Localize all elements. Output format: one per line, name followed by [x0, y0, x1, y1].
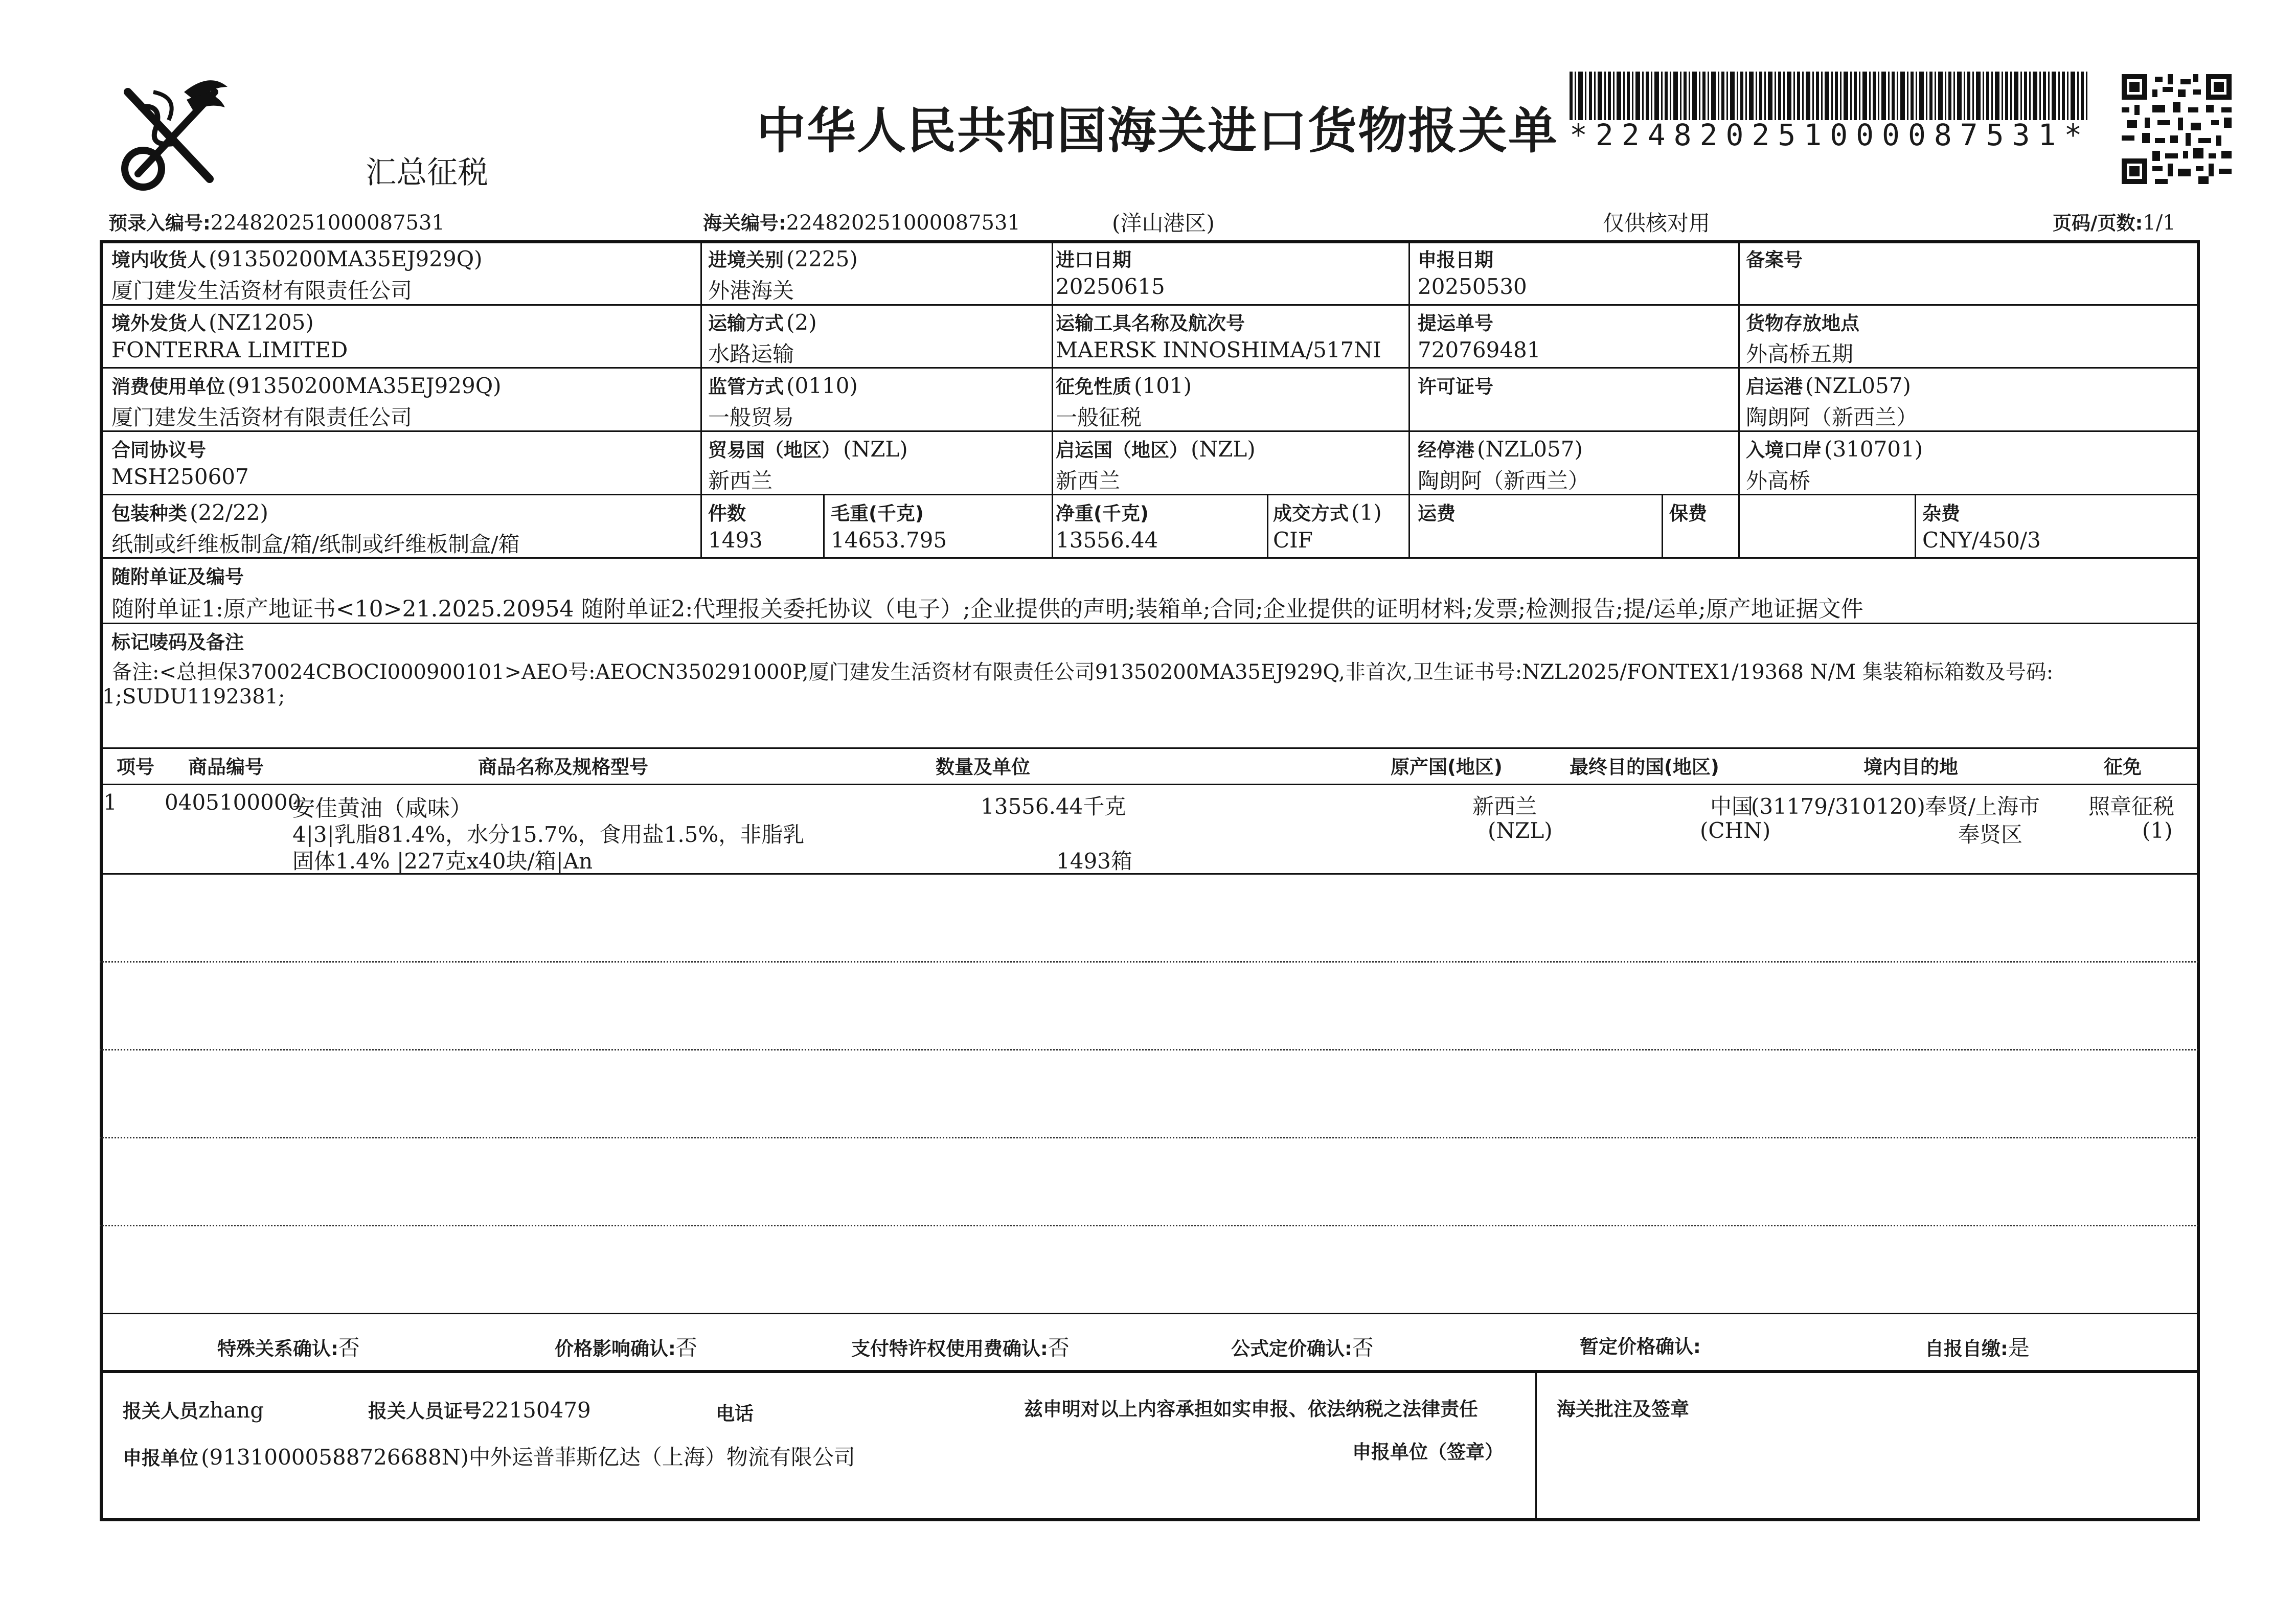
net: 13556.44 — [1056, 528, 1158, 553]
goods-header-origin: 原产国(地区) — [1391, 756, 1503, 778]
remarks-line2: 1;SUDU1192381; — [102, 685, 285, 709]
vessel: MAERSK INNOSHIMA/517NI — [1056, 337, 1381, 362]
price-label: 价格影响确认: — [555, 1338, 676, 1360]
phone-label: 电话 — [716, 1403, 754, 1425]
origin-country: 新西兰 — [1056, 468, 1121, 493]
goods-header-final-dest: 最终目的国(地区) — [1570, 756, 1719, 778]
package-code: (22/22) — [190, 500, 268, 525]
special-value: 否 — [338, 1335, 360, 1360]
barcode-icon — [1570, 72, 2091, 120]
departure-port-label: 启运港 — [1746, 376, 1803, 398]
goods-qty-1: 13556.44千克 — [981, 794, 1126, 819]
departure-port: 陶朗阿（新西兰） — [1746, 405, 1918, 430]
goods-spec-1: 4|3|乳脂81.4%，水分15.7%，食用盐1.5%，非脂乳 — [292, 822, 805, 847]
bl-no: 720769481 — [1418, 337, 1541, 362]
goods-header-code: 商品编号 — [188, 756, 264, 778]
goods-header-name-spec: 商品名称及规格型号 — [478, 756, 648, 778]
transit-port-label: 经停港 — [1418, 439, 1474, 461]
goods-levy-2: (1) — [2142, 818, 2173, 843]
goods-domestic-dest-1: (31179/310120)奉贤/上海市 — [1751, 794, 2040, 819]
gross-label: 毛重(千克) — [831, 502, 924, 524]
package-label: 包装种类 — [111, 502, 187, 524]
shipper-name: FONTERRA LIMITED — [111, 337, 348, 362]
contract-label: 合同协议号 — [111, 439, 206, 461]
declare-date: 20250530 — [1418, 274, 1527, 299]
unit-label: 申报单位 — [123, 1447, 198, 1469]
provisional-label: 暂定价格确认: — [1580, 1336, 1701, 1358]
terms-label: 成交方式 — [1273, 502, 1349, 524]
goods-qty-2: 1493箱 — [1056, 849, 1132, 874]
supervision: 一般贸易 — [708, 405, 794, 430]
levy-label: 征免性质 — [1056, 376, 1131, 398]
pre-entry-no: 224820251000087531 — [210, 211, 445, 235]
entry-port-code: (2225) — [786, 246, 858, 271]
consumer-label: 消费使用单位 — [111, 376, 225, 398]
record-no-label: 备案号 — [1746, 249, 1803, 271]
price-value: 否 — [675, 1335, 697, 1360]
vessel-label: 运输工具名称及航次号 — [1056, 312, 1245, 334]
consignee-code: (91350200MA35EJ929Q) — [209, 246, 483, 271]
docs-text: 随附单证1:原产地证书<10>21.2025.20954 随附单证2:代理报关委托协议（电子）;企业提供的声明;装箱单;合同;企业提供的证明材料;发票;检测报告;提/运单;原产地证据文件 — [111, 596, 1863, 622]
departure-port-code: (NZL057) — [1805, 373, 1911, 398]
goods-origin-code: (NZL) — [1488, 818, 1553, 843]
entry-port-name: 外港海关 — [708, 278, 794, 303]
page-label: 页码/页数: — [2053, 212, 2143, 234]
goods-final-dest: 中国 — [1710, 794, 1754, 819]
misc-label: 杂费 — [1922, 502, 1960, 524]
formula-value: 否 — [1352, 1335, 1374, 1360]
storage-label: 货物存放地点 — [1746, 312, 1859, 334]
shipper-label: 境外发货人 — [111, 312, 206, 334]
unit: (91310000588726688N)中外运普菲斯亿达（上海）物流有限公司 — [201, 1445, 855, 1470]
barcode-text: *224820251000087531* — [1570, 118, 2090, 152]
port-area: (洋山港区) — [1112, 211, 1215, 236]
storage: 外高桥五期 — [1746, 341, 1854, 367]
customs-no: 224820251000087531 — [786, 211, 1020, 235]
insurance-label: 保费 — [1669, 502, 1707, 524]
declarer-cert: 22150479 — [482, 1398, 591, 1423]
declarer-cert-label: 报关人员证号 — [368, 1400, 482, 1422]
goods-item-no: 1 — [103, 790, 117, 815]
origin-country-label: 启运国（地区） — [1056, 439, 1188, 461]
page-value: 1/1 — [2143, 211, 2176, 235]
origin-country-code: (NZL) — [1191, 437, 1256, 462]
goods-name: 安佳黄油（咸味） — [292, 795, 472, 821]
entry-place-label: 入境口岸 — [1746, 439, 1822, 461]
gross: 14653.795 — [831, 528, 947, 553]
self-pay-value: 是 — [2008, 1335, 2030, 1360]
formula-label: 公式定价确认: — [1231, 1338, 1352, 1360]
consignee-label: 境内收货人 — [111, 249, 206, 271]
remarks-label: 标记唛码及备注 — [111, 631, 244, 653]
import-date: 20250615 — [1056, 274, 1165, 299]
royalty-value: 否 — [1048, 1335, 1070, 1360]
goods-header-domestic-dest: 境内目的地 — [1863, 756, 1958, 778]
verify-note: 仅供核对用 — [1603, 211, 1711, 236]
subtitle: 汇总征税 — [366, 155, 488, 191]
customs-sign-label: 海关批注及签章 — [1557, 1398, 1689, 1420]
license-label: 许可证号 — [1418, 376, 1493, 398]
transport-mode-code: (2) — [786, 310, 817, 335]
goods-final-dest-code: (CHN) — [1700, 818, 1771, 843]
goods-header-qty-unit: 数量及单位 — [936, 756, 1030, 778]
transit-port-code: (NZL057) — [1477, 437, 1583, 462]
royalty-label: 支付特许权使用费确认: — [851, 1338, 1048, 1360]
package: 纸制或纤维板制盒/箱/纸制或纤维板制盒/箱 — [111, 532, 520, 557]
entry-place-code: (310701) — [1824, 437, 1923, 462]
qr-code-icon — [2122, 74, 2232, 184]
customs-no-label: 海关编号: — [703, 212, 786, 234]
shipper-code: (NZ1205) — [209, 310, 314, 335]
pieces: 1493 — [708, 528, 763, 553]
self-pay-label: 自报自缴: — [1925, 1338, 2008, 1360]
transport-mode: 水路运输 — [708, 341, 794, 367]
supervision-label: 监管方式 — [708, 376, 784, 398]
pre-entry-label: 预录入编号: — [108, 212, 211, 234]
misc: CNY/450/3 — [1922, 528, 2041, 553]
levy-code: (101) — [1134, 373, 1192, 398]
goods-spec-2: 固体1.4% |227克x40块/箱|An — [292, 849, 593, 874]
declarer: zhang — [198, 1398, 264, 1423]
net-label: 净重(千克) — [1056, 502, 1149, 524]
terms: CIF — [1273, 528, 1313, 553]
goods-levy-1: 照章征税 — [2088, 794, 2175, 819]
consignee-name: 厦门建发生活资材有限责任公司 — [111, 278, 413, 303]
special-label: 特殊关系确认: — [217, 1338, 338, 1360]
declarer-label: 报关人员 — [123, 1400, 198, 1422]
goods-domestic-dest-2: 奉贤区 — [1958, 822, 2023, 847]
consumer-name: 厦门建发生活资材有限责任公司 — [111, 405, 413, 430]
contract: MSH250607 — [111, 464, 249, 489]
page-title: 中华人民共和国海关进口货物报关单 — [757, 102, 1558, 159]
entry-port-label: 进境关别 — [708, 249, 784, 271]
goods-header-levy: 征免 — [2104, 756, 2142, 778]
pieces-label: 件数 — [708, 502, 746, 524]
consumer-code: (91350200MA35EJ929Q) — [228, 373, 502, 398]
transport-mode-label: 运输方式 — [708, 312, 784, 334]
import-date-label: 进口日期 — [1056, 249, 1131, 271]
supervision-code: (0110) — [786, 373, 858, 398]
docs-label: 随附单证及编号 — [111, 566, 244, 588]
statement: 兹申明对以上内容承担如实申报、依法纳税之法律责任 — [1024, 1398, 1478, 1420]
seal-label: 申报单位（签章） — [1352, 1441, 1504, 1463]
trade-country: 新西兰 — [708, 468, 773, 493]
trade-country-label: 贸易国（地区） — [708, 439, 840, 461]
freight-label: 运费 — [1418, 502, 1456, 524]
transit-port: 陶朗阿（新西兰） — [1418, 468, 1590, 493]
bl-no-label: 提运单号 — [1418, 312, 1493, 334]
goods-header-item-no: 项号 — [117, 756, 154, 778]
trade-country-code: (NZL) — [843, 437, 908, 462]
remarks-line1: 备注:<总担保370024CBOCI000900101>AEO号:AEOCN350291000P,厦门建发生活资材有限责任公司91350200MA35EJ929Q,非首次,卫生证书号:NZL2025/FONTEX1/19368 N/M 集装箱标箱数及号码: — [111, 660, 2054, 684]
entry-place: 外高桥 — [1746, 468, 1811, 493]
levy: 一般征税 — [1056, 405, 1142, 430]
goods-origin: 新西兰 — [1472, 794, 1537, 819]
declare-date-label: 申报日期 — [1418, 249, 1493, 271]
terms-code: (1) — [1351, 500, 1382, 525]
customs-emblem-icon — [107, 72, 230, 194]
goods-code: 0405100000 — [165, 790, 302, 815]
